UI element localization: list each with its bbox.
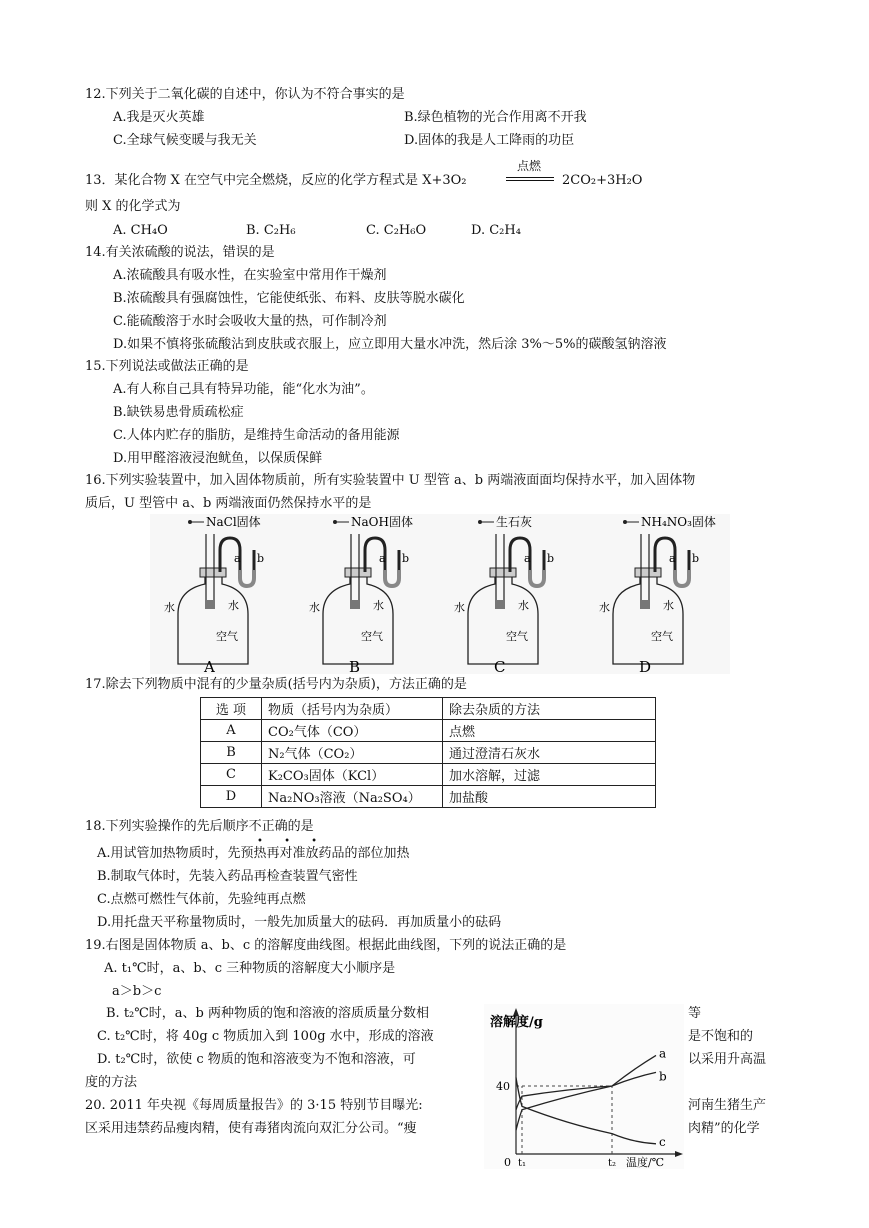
q19-option-c: C. t₂℃时，将 40g c 物质加入到 100g 水中，形成的溶液 bbox=[97, 1029, 434, 1044]
apparatus-caption: B bbox=[349, 658, 361, 674]
q12-stem: 12.下列关于二氧化碳的自述中，你认为不符合事实的是 bbox=[85, 87, 405, 102]
series-label-b: b bbox=[659, 1069, 667, 1084]
q19-option-a: A. t₁℃时，a、b、c 三种物质的溶解度大小顺序是 bbox=[104, 961, 396, 976]
q12-option-b: B.绿色植物的光合作用离不开我 bbox=[404, 110, 587, 125]
q12-option-c: C.全球气候变暖与我无关 bbox=[113, 133, 257, 148]
q20-line1: 20. 2011 年央视《每周质量报告》的 3·15 特别节目曝光: bbox=[85, 1098, 423, 1113]
x-tick-label: t₂ bbox=[608, 1158, 617, 1169]
q12-option-d: D.固体的我是人工降雨的功臣 bbox=[404, 133, 575, 148]
table-header: 物质（括号内为杂质） bbox=[262, 698, 443, 720]
series-label-c: c bbox=[659, 1134, 666, 1149]
q16-apparatus-figure bbox=[150, 514, 730, 674]
q13-line2: 则 X 的化学式为 bbox=[85, 199, 181, 214]
pointer-dot bbox=[478, 520, 482, 524]
q14-option-c: C.能硫酸溶于水时会吸收大量的热，可作制冷剂 bbox=[113, 314, 387, 329]
q13-option-a: A. CH₄O bbox=[113, 223, 168, 238]
water-in-tube bbox=[351, 600, 359, 609]
table-row bbox=[201, 764, 656, 786]
apparatus-caption: A bbox=[204, 658, 215, 674]
q17-table bbox=[200, 697, 656, 808]
q15-option-a: A.有人称自己具有特异功能，能“化水为油”。 bbox=[113, 382, 374, 397]
x-tick-label: t₁ bbox=[518, 1158, 527, 1169]
stopper bbox=[490, 568, 516, 577]
q19-option-c-right: 是不饱和的 bbox=[688, 1029, 754, 1044]
end-b-label: b bbox=[547, 552, 555, 565]
table-header: 选 项 bbox=[201, 698, 262, 720]
q19-option-a-cont: a＞b＞c bbox=[112, 984, 162, 999]
table-cell: 通过澄清石灰水 bbox=[443, 742, 656, 764]
q19-option-d-cont: 度的方法 bbox=[85, 1075, 138, 1090]
end-b-label: b bbox=[257, 552, 265, 565]
table-cell: A bbox=[201, 720, 262, 742]
q14-option-b: B.浓硫酸具有强腐蚀性，它能使纸张、布料、皮肤等脱水碳化 bbox=[113, 291, 465, 306]
stopper bbox=[345, 568, 371, 577]
solid-label: 生石灰 bbox=[496, 515, 533, 529]
water-label: 水 bbox=[309, 601, 320, 614]
pointer-dot bbox=[188, 520, 192, 524]
q19-option-b: B. t₂℃时，a、b 两种物质的饱和溶液的溶质质量分数相 bbox=[106, 1006, 430, 1021]
solubility-curve-chart bbox=[484, 1004, 684, 1169]
q13-equals-sign bbox=[506, 177, 554, 181]
end-b-label: b bbox=[692, 552, 700, 565]
table-row bbox=[201, 720, 656, 742]
water-label: 水 bbox=[164, 601, 175, 614]
q13-option-c: C. C₂H₆O bbox=[366, 223, 427, 238]
table-cell: 加水溶解，过滤 bbox=[443, 764, 656, 786]
x-axis-label: 温度/℃ bbox=[626, 1156, 665, 1169]
table-cell: B bbox=[201, 742, 262, 764]
stopper bbox=[635, 568, 661, 577]
table-cell: CO₂气体（CO） bbox=[262, 720, 443, 742]
table-cell: D bbox=[201, 786, 262, 808]
water-in-tube bbox=[206, 600, 214, 609]
water-label: 水 bbox=[599, 601, 610, 614]
q19-stem: 19.右图是固体物质 a、b、c 的溶解度曲线图。根据此曲线图，下列的说法正确的是 bbox=[85, 938, 567, 953]
solid-label: NH₄NO₃固体 bbox=[641, 515, 716, 529]
water-in-tube bbox=[641, 600, 649, 609]
emphasis-dots: • • • bbox=[257, 836, 327, 847]
air-label: 空气 bbox=[506, 630, 528, 643]
table-cell: 点燃 bbox=[443, 720, 656, 742]
water-label: 水 bbox=[518, 599, 529, 612]
q19-option-d-right: 以采用升高温 bbox=[688, 1052, 767, 1067]
pointer-dot bbox=[333, 520, 337, 524]
series-label-a: a bbox=[659, 1046, 667, 1061]
q15-option-b: B.缺铁易患骨质疏松症 bbox=[113, 405, 244, 420]
table-cell: N₂气体（CO₂） bbox=[262, 742, 443, 764]
pointer-dot bbox=[623, 520, 627, 524]
q20-line2-right: 肉精”的化学 bbox=[688, 1121, 760, 1136]
solid-label: NaOH固体 bbox=[351, 515, 413, 529]
q15-option-c: C.人体内贮存的脂肪，是维持生命活动的备用能源 bbox=[113, 428, 400, 443]
q13-option-b: B. C₂H₆ bbox=[246, 223, 296, 238]
q13-products: 2CO₂+3H₂O bbox=[562, 173, 643, 188]
water-label: 水 bbox=[663, 599, 674, 612]
air-label: 空气 bbox=[216, 630, 238, 643]
q13-condition: 点燃 bbox=[517, 159, 542, 173]
q20-line2: 区采用违禁药品瘦肉精，使有毒猪肉流向双汇分公司。“瘦 bbox=[85, 1121, 417, 1136]
end-a-label: a bbox=[524, 552, 531, 565]
end-a-label: a bbox=[234, 552, 241, 565]
y-tick-40: 40 bbox=[496, 1080, 510, 1093]
solid-label: NaCl固体 bbox=[206, 515, 261, 529]
water-label: 水 bbox=[228, 599, 239, 612]
q17-stem: 17.除去下列物质中混有的少量杂质(括号内为杂质)，方法正确的是 bbox=[85, 677, 467, 692]
origin-label: 0 bbox=[504, 1156, 511, 1169]
table-header-row bbox=[201, 698, 656, 720]
q14-stem: 14.有关浓硫酸的说法，错误的是 bbox=[85, 245, 275, 260]
apparatus-caption: D bbox=[639, 658, 652, 674]
q15-option-d: D.用甲醛溶液浸泡鱿鱼，以保质保鲜 bbox=[113, 451, 323, 466]
q14-option-a: A.浓硫酸具有吸水性，在实验室中常用作干燥剂 bbox=[113, 268, 387, 283]
q18-option-c: C.点燃可燃性气体前，先验纯再点燃 bbox=[97, 892, 306, 907]
table-header: 除去杂质的方法 bbox=[443, 698, 656, 720]
air-label: 空气 bbox=[651, 630, 673, 643]
end-a-label: a bbox=[669, 552, 676, 565]
q18-option-b: B.制取气体时，先装入药品再检查装置气密性 bbox=[97, 869, 358, 884]
q18-stem: 18.下列实验操作的先后顺序不正确的是 bbox=[85, 819, 314, 834]
end-b-label: b bbox=[402, 552, 410, 565]
table-cell: 加盐酸 bbox=[443, 786, 656, 808]
water-in-tube bbox=[496, 600, 504, 609]
water-label: 水 bbox=[373, 599, 384, 612]
y-axis-label: 溶解度/g bbox=[490, 1015, 543, 1030]
table-row bbox=[201, 786, 656, 808]
table-cell: Na₂NO₃溶液（Na₂SO₄） bbox=[262, 786, 443, 808]
q18-option-d: D.用托盘天平称量物质时，一般先加质量大的砝码．再加质量小的砝码 bbox=[97, 915, 502, 930]
apparatus-caption: C bbox=[494, 658, 506, 674]
end-a-label: a bbox=[379, 552, 386, 565]
stopper bbox=[200, 568, 226, 577]
table-row bbox=[201, 742, 656, 764]
table-cell: K₂CO₃固体（KCl） bbox=[262, 764, 443, 786]
q19-option-b-right: 等 bbox=[688, 1006, 702, 1021]
q14-option-d: D.如果不慎将张硫酸沾到皮肤或衣服上，应立即用大量水冲洗，然后涂 3%～5%的碳酸氢钠溶液 bbox=[113, 337, 667, 352]
table-cell: C bbox=[201, 764, 262, 786]
q15-stem: 15.下列说法或做法正确的是 bbox=[85, 359, 249, 374]
q13-stem: 13．某化合物 X 在空气中完全燃烧，反应的化学方程式是 X+3O₂ bbox=[85, 173, 467, 188]
air-label: 空气 bbox=[361, 630, 383, 643]
q16-line1: 16.下列实验装置中，加入固体物质前，所有实验装置中 U 型管 a、b 两端液面面均保持水平，加入固体物 bbox=[85, 473, 696, 488]
q19-option-d: D. t₂℃时，欲使 c 物质的饱和溶液变为不饱和溶液，可 bbox=[97, 1052, 416, 1067]
q18-option-a: A.用试管加热物质时，先预热再对准放药品的部位加热 bbox=[97, 846, 410, 861]
water-label: 水 bbox=[454, 601, 465, 614]
q16-line2: 质后，U 型管中 a、b 两端液面仍然保持水平的是 bbox=[85, 496, 372, 511]
q12-option-a: A.我是灭火英雄 bbox=[113, 110, 205, 125]
q13-option-d: D. C₂H₄ bbox=[471, 223, 521, 238]
q20-line1-right: 河南生猪生产 bbox=[688, 1098, 767, 1113]
